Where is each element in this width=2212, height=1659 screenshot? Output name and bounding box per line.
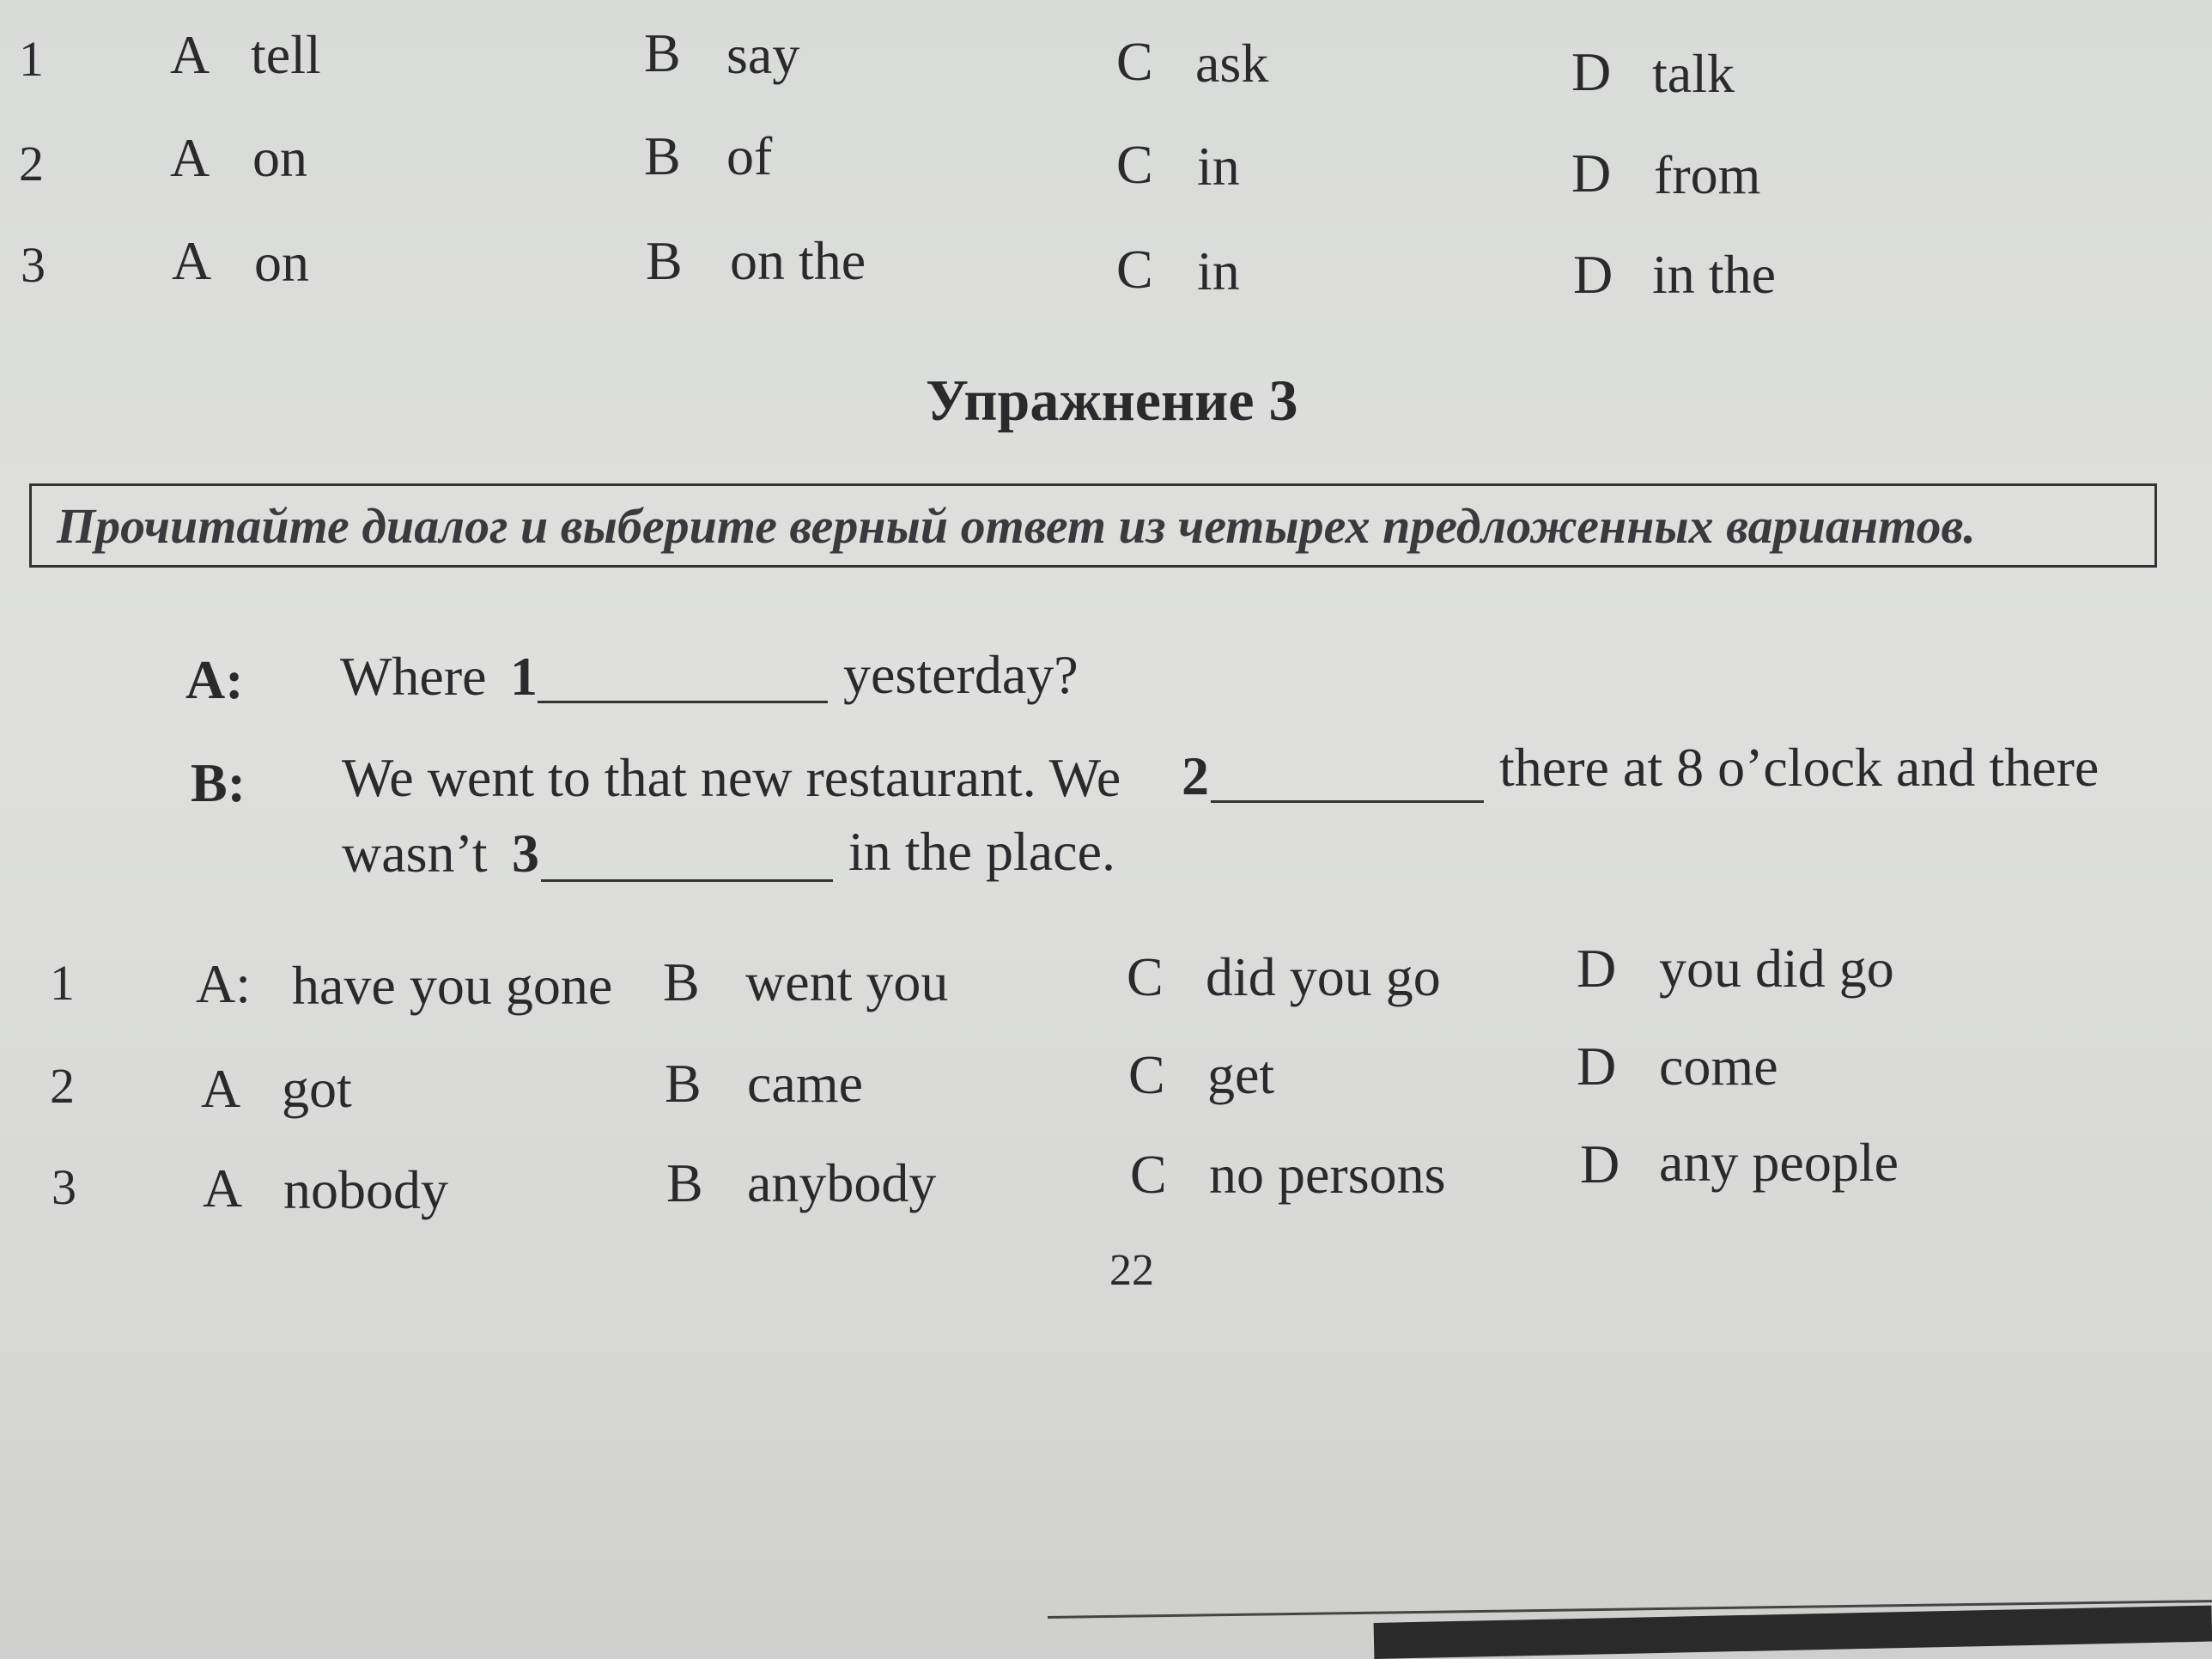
option-text: went you xyxy=(745,951,949,1012)
option-text: from xyxy=(1654,144,1761,205)
option-text: ask xyxy=(1195,33,1269,94)
option-letter: D xyxy=(1580,1133,1620,1194)
dialog-text: wasn’t xyxy=(342,823,488,884)
option-letter: D xyxy=(1577,1036,1617,1097)
option-text: on the xyxy=(730,230,866,291)
answer-blank[interactable] xyxy=(541,879,833,882)
option-text: tell xyxy=(251,24,321,85)
row-number: 3 xyxy=(21,237,46,293)
option-letter: A xyxy=(203,1158,243,1218)
option-letter: D xyxy=(1571,143,1612,204)
blank-number: 1 xyxy=(510,646,538,707)
exercise-title: Упражнение 3 xyxy=(926,368,1298,433)
row-number: 1 xyxy=(50,955,75,1011)
option-letter: D xyxy=(1573,244,1613,305)
row-number: 2 xyxy=(50,1058,75,1114)
option-letter: A xyxy=(170,127,210,188)
option-letter: D xyxy=(1571,41,1612,102)
option-letter: A xyxy=(170,24,210,85)
dialog-text: yesterday? xyxy=(843,644,1079,705)
option-text: no persons xyxy=(1209,1144,1446,1205)
instruction-text: Прочитайте диалог и выберите верный ответ из четырех предложенных вариантов. xyxy=(57,498,1976,554)
option-letter: C xyxy=(1127,946,1164,1007)
option-letter: B xyxy=(644,22,681,83)
option-letter: C xyxy=(1116,31,1153,92)
option-letter: D xyxy=(1577,938,1617,999)
option-letter: C xyxy=(1116,239,1153,300)
option-text: get xyxy=(1207,1044,1275,1105)
option-text: on xyxy=(254,232,309,293)
option-text: in xyxy=(1197,136,1240,197)
row-number: 2 xyxy=(19,136,44,191)
speaker-a: A: xyxy=(185,649,244,710)
answer-blank[interactable] xyxy=(538,701,828,703)
blank-number: 2 xyxy=(1182,745,1209,806)
option-text: say xyxy=(726,24,800,85)
option-text: in the xyxy=(1652,244,1776,305)
option-letter: B xyxy=(665,1053,702,1114)
option-letter: A xyxy=(172,230,212,291)
option-text: have you gone xyxy=(292,955,613,1016)
answer-blank[interactable] xyxy=(1211,800,1484,803)
dialog-text: Where xyxy=(340,646,487,707)
dialog-text: there at 8 o’clock and there xyxy=(1499,737,2100,798)
option-text: nobody xyxy=(283,1159,448,1220)
page-shadow xyxy=(1374,1606,2212,1659)
option-letter: A xyxy=(201,1058,241,1119)
option-text: anybody xyxy=(747,1152,937,1213)
option-letter: B xyxy=(646,230,683,291)
option-letter: C xyxy=(1128,1044,1165,1105)
option-text: got xyxy=(282,1058,352,1119)
option-letter: B xyxy=(644,125,681,186)
option-text: in xyxy=(1197,240,1240,301)
option-text: come xyxy=(1659,1036,1778,1097)
option-text: you did go xyxy=(1659,938,1894,999)
row-number: 1 xyxy=(19,31,44,87)
option-letter: A: xyxy=(196,953,251,1014)
speaker-b: B: xyxy=(191,752,246,813)
option-letter: C xyxy=(1130,1144,1167,1205)
option-text: came xyxy=(747,1053,863,1114)
blank-number: 3 xyxy=(512,823,539,884)
option-text: of xyxy=(726,125,773,186)
dialog-text: We went to that new restaurant. We xyxy=(342,747,1121,808)
option-text: talk xyxy=(1652,43,1735,104)
option-letter: C xyxy=(1116,134,1153,195)
option-text: any people xyxy=(1659,1132,1899,1193)
page-number: 22 xyxy=(1109,1246,1154,1295)
option-text: did you go xyxy=(1206,946,1441,1007)
option-letter: B xyxy=(666,1152,703,1213)
option-text: on xyxy=(252,127,307,188)
dialog-text: in the place. xyxy=(848,821,1115,882)
row-number: 3 xyxy=(52,1159,76,1215)
option-letter: B xyxy=(663,951,700,1012)
